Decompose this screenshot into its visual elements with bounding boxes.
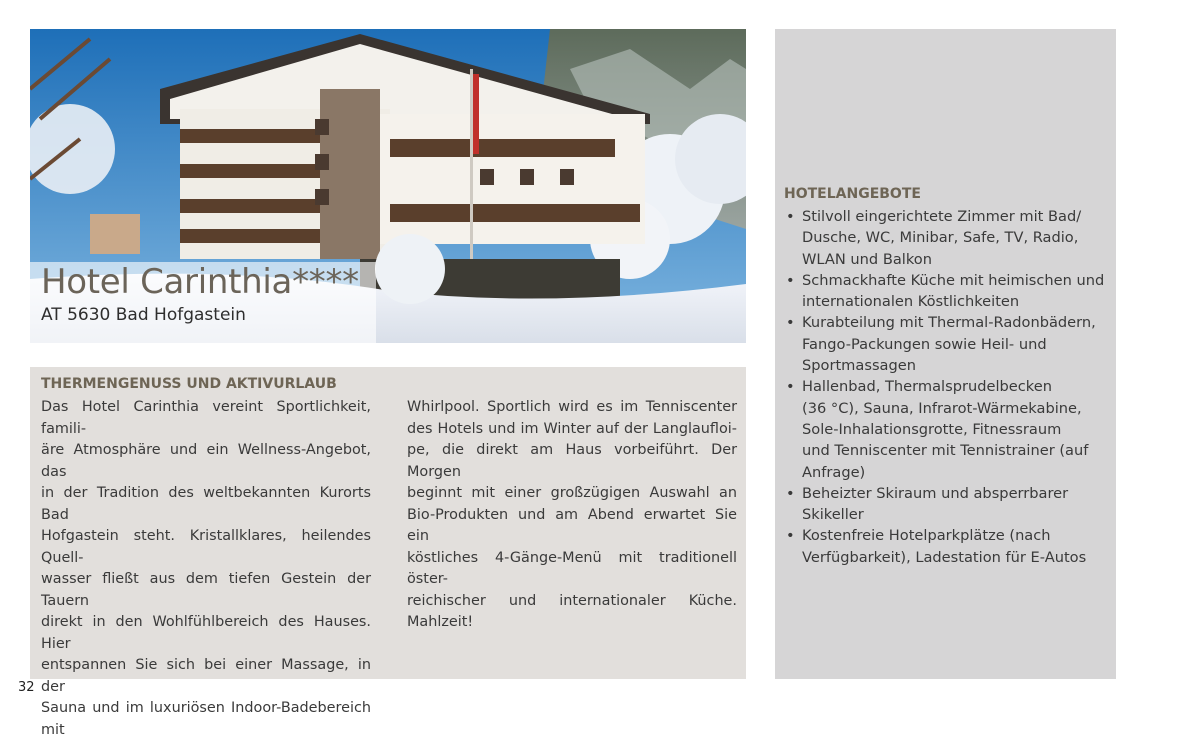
offer-line: • Beheizter Skiraum und absperrbarer: [802, 484, 1069, 502]
text-line: pe, die direkt am Haus vorbeiführt. Der Morgen: [407, 442, 737, 480]
text-line: köstliches 4-Gänge-Menü mit traditionell öster-: [407, 549, 737, 587]
text-line: entspannen Sie sich bei einer Massage, in der: [41, 657, 371, 695]
offer-line: (36 °C), Sauna, Infrarot-Wärmekabine,: [802, 399, 1082, 417]
offer-line: internationalen Köstlichkeiten: [802, 293, 1020, 311]
text-line: in der Tradition des weltbekannten Kurorts Bad: [41, 485, 371, 523]
offer-item: [784, 376, 1109, 482]
offer-line: • Schmackhafte Küche mit heimischen und: [802, 271, 1105, 289]
offer-line: Dusche, WC, Minibar, Safe, TV, Radio,: [802, 229, 1079, 247]
description-heading: THERMENGENUSS UND AKTIVURLAUB: [41, 376, 337, 392]
text-line: Hofgastein steht. Kristallklares, heilendes Quell-: [41, 528, 371, 566]
offer-line: Verfügbarkeit), Ladestation für E-Autos: [802, 548, 1087, 566]
text-line: Whirlpool. Sportlich wird es im Tenniscenter: [407, 399, 737, 415]
offer-line: • Stilvoll eingerichtete Zimmer mit Bad/: [802, 208, 1082, 225]
page-number: 32: [18, 680, 35, 695]
offer-line: Skikeller: [802, 506, 864, 524]
offers-heading: HOTELANGEBOTE: [784, 186, 921, 202]
text-line: Bio-Produkten und am Abend erwartet Sie ein: [407, 506, 737, 544]
text-line: wasser fließt aus dem tiefen Gestein der Tauern: [41, 571, 371, 609]
offer-line: Fango-Packungen sowie Heil- und: [802, 335, 1047, 353]
offer-item: [784, 206, 1109, 270]
description-column-left: [41, 397, 371, 741]
text-line: beginnt mit einer großzügigen Auswahl an: [407, 485, 737, 501]
text-line: direkt in den Wohlfühlbereich des Hauses. Hier: [41, 614, 371, 652]
hotel-address: AT 5630 Bad Hofgastein: [41, 305, 246, 325]
offer-line: • Kostenfreie Hotelparkplätze (nach: [802, 527, 1051, 545]
offer-line: Sole-Inhalationsgrotte, Fitnessraum: [802, 420, 1062, 438]
offer-line: Sportmassagen: [802, 357, 916, 375]
offer-line: • Hallenbad, Thermalsprudelbecken: [802, 378, 1052, 396]
offer-line: Anfrage): [802, 463, 866, 481]
offer-item: [784, 525, 1109, 568]
text-line: Das Hotel Carinthia vereint Sportlichkeit, famili-: [41, 399, 371, 437]
text-line: äre Atmosphäre und ein Wellness-Angebot, das: [41, 442, 371, 480]
offer-item: [784, 270, 1109, 313]
offer-line: WLAN und Balkon: [802, 250, 932, 268]
text-line: des Hotels und im Winter auf der Langlaufloi-: [407, 420, 737, 437]
offers-list: [784, 206, 1109, 568]
hotel-title: Hotel Carinthia****: [41, 262, 359, 302]
offer-item: [784, 312, 1109, 376]
offer-line: und Tenniscenter mit Tennistrainer (auf: [802, 442, 1089, 460]
text-line: reichischer und internationaler Küche. Mahlzeit!: [407, 592, 737, 630]
offer-line: • Kurabteilung mit Thermal-Radonbädern,: [802, 314, 1096, 332]
text-line: Sauna und im luxuriösen Indoor-Badebereich mit: [41, 700, 371, 738]
offer-item: [784, 483, 1109, 526]
description-column-right: [407, 397, 737, 634]
